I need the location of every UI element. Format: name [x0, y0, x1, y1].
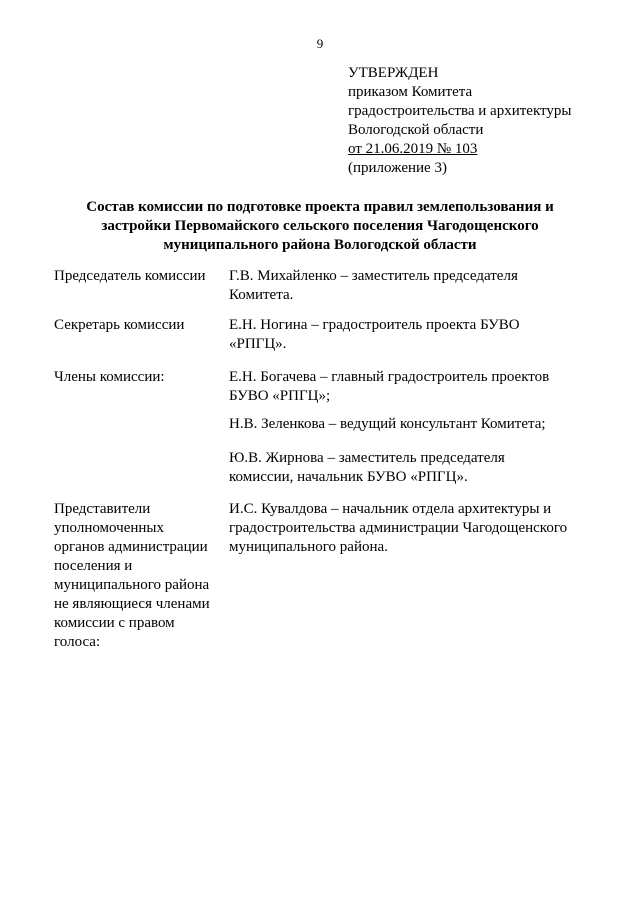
role-text-line: голоса: [54, 634, 101, 650]
role-text-line: комиссии с правом [54, 615, 175, 631]
person-text-line: Н.В. Зеленкова – ведущий консультант Комитета; [229, 416, 546, 432]
person-text-line: комиссии, начальник БУВО «РПГЦ». [229, 469, 468, 485]
title-line: застройки Первомайского сельского поселения Чагодощенского [101, 218, 539, 234]
person-text-line: И.С. Кувалдова – начальник отдела архитектуры и [229, 501, 552, 517]
approval-date-number: от 21.06.2019 № 103 [348, 141, 478, 157]
role-text-line: муниципального района [54, 577, 210, 593]
person-text-line: Е.Н. Богачева – главный градостроитель проектов [229, 369, 550, 385]
role-text-line: не являющиеся членами [54, 596, 210, 612]
page-number: 9 [316, 36, 324, 51]
person-text-line: градостроительства администрации Чагодощенского [229, 520, 568, 536]
approval-region-text: Вологодской области [348, 122, 484, 138]
role-label [54, 500, 214, 652]
person-text-line: «РПГЦ». [229, 336, 287, 352]
role-text-line: уполномоченных [54, 520, 164, 536]
person-entry [229, 368, 614, 406]
approval-heading: УТВЕРЖДЕН [348, 65, 439, 81]
person-entry [229, 267, 614, 305]
role-label: Председатель комиссии [54, 268, 206, 284]
role-text-line: органов администрации [54, 539, 208, 555]
approval-appendix: (приложение 3) [348, 160, 447, 176]
role-text-line: Представители [54, 501, 151, 517]
title-line: муниципального района Вологодской области [163, 237, 477, 253]
person-entry [229, 449, 614, 487]
role-text-line: поселения и [54, 558, 133, 574]
person-text-line: Е.Н. Ногина – градостроитель проекта БУВО [229, 317, 520, 333]
role-label: Члены комиссии: [54, 369, 165, 385]
document-title [60, 198, 580, 255]
person-text-line: Г.В. Михайленко – заместитель председателя [229, 268, 518, 284]
title-line: Состав комиссии по подготовке проекта правил землепользования и [86, 199, 554, 215]
person-entry [229, 415, 614, 434]
person-text-line: БУВО «РПГЦ»; [229, 388, 331, 404]
approval-stamp [348, 64, 633, 178]
person-text-line: Ю.В. Жирнова – заместитель председателя [229, 450, 505, 466]
person-entry [229, 500, 614, 557]
person-text-line: Комитета. [229, 287, 294, 303]
approval-order-text: приказом Комитета [348, 84, 473, 100]
person-text-line: муниципального района. [229, 539, 388, 555]
person-entry [229, 316, 614, 354]
approval-committee-text: градостроительства и архитектуры [348, 103, 572, 119]
role-label: Секретарь комиссии [54, 317, 185, 333]
